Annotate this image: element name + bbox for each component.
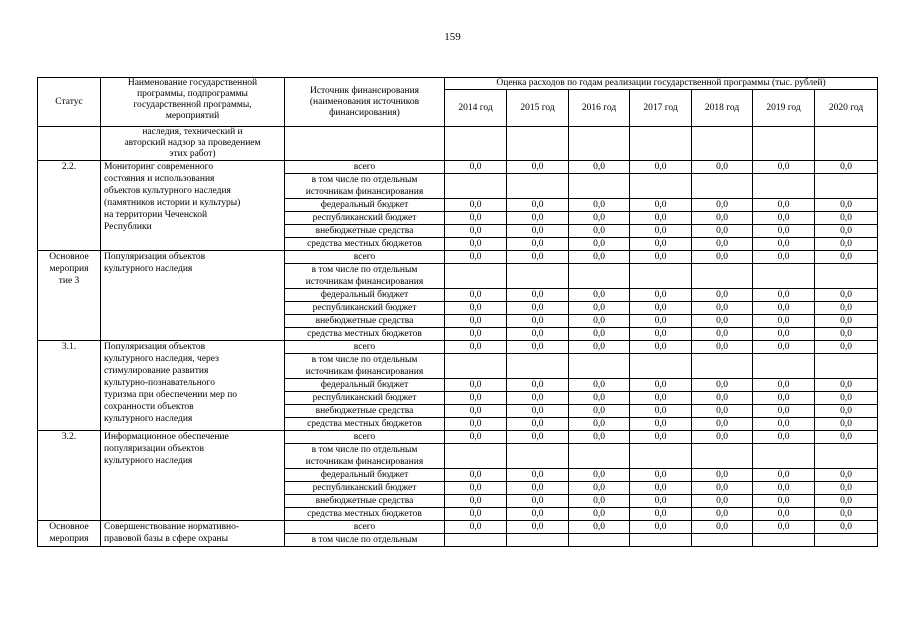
value-cell: 0,0	[630, 341, 692, 354]
status-line: мероприя	[49, 264, 89, 274]
source-cell: республиканский бюджет	[285, 302, 445, 315]
value-cell	[692, 264, 753, 289]
header-source-line: Источник финансирования	[309, 85, 420, 96]
value-cell: 0,0	[692, 508, 753, 521]
value-cell: 0,0	[445, 341, 507, 354]
header-source-line: финансирования)	[329, 107, 400, 118]
source-line: источникам финансирования	[305, 187, 424, 197]
source-line: в том числе по отдельным	[311, 445, 418, 455]
value-cell: 0,0	[630, 508, 692, 521]
source-cell: средства местных бюджетов	[285, 238, 445, 251]
value-cell: 0,0	[692, 341, 753, 354]
value-cell	[630, 354, 692, 379]
value-cell: 0,0	[630, 495, 692, 508]
value-cell: 0,0	[692, 469, 753, 482]
status-cell	[38, 251, 101, 341]
value-cell: 0,0	[630, 199, 692, 212]
value-cell: 0,0	[753, 482, 815, 495]
value-cell: 0,0	[630, 392, 692, 405]
value-cell: 0,0	[753, 405, 815, 418]
header-year: 2018 год	[692, 90, 753, 127]
value-cell: 0,0	[815, 161, 878, 174]
value-cell: 0,0	[507, 469, 569, 482]
value-cell	[753, 444, 815, 469]
value-cell: 0,0	[815, 315, 878, 328]
name-line: культурно-познавательного	[104, 378, 215, 388]
continuation-status-cell	[38, 127, 101, 161]
value-cell: 0,0	[815, 212, 878, 225]
continuation-line: этих работ)	[169, 149, 216, 159]
continuation-cell	[285, 127, 445, 161]
value-cell: 0,0	[753, 508, 815, 521]
value-cell: 0,0	[569, 521, 630, 534]
header-year: 2017 год	[630, 90, 692, 127]
value-cell: 0,0	[815, 199, 878, 212]
value-cell: 0,0	[692, 328, 753, 341]
table-row	[38, 251, 878, 264]
header-year: 2015 год	[507, 90, 569, 127]
name-line: на территории Чеченской	[104, 210, 208, 220]
value-cell: 0,0	[630, 328, 692, 341]
value-cell: 0,0	[507, 495, 569, 508]
value-cell: 0,0	[692, 161, 753, 174]
value-cell: 0,0	[815, 482, 878, 495]
value-cell: 0,0	[815, 405, 878, 418]
value-cell: 0,0	[692, 212, 753, 225]
header-name	[101, 78, 285, 127]
value-cell: 0,0	[815, 379, 878, 392]
value-cell: 0,0	[507, 161, 569, 174]
value-cell: 0,0	[815, 418, 878, 431]
value-cell	[753, 264, 815, 289]
status-line: 3.1.	[61, 342, 77, 352]
value-cell: 0,0	[507, 238, 569, 251]
name-line: стимулирование развития	[104, 366, 209, 376]
name-line: Совершенствование нормативно-	[104, 522, 240, 532]
value-cell: 0,0	[507, 418, 569, 431]
value-cell: 0,0	[569, 508, 630, 521]
value-cell: 0,0	[445, 328, 507, 341]
name-line: Популяризация объектов	[104, 342, 206, 352]
value-cell: 0,0	[815, 302, 878, 315]
source-cell: федеральный бюджет	[285, 199, 445, 212]
name-line: сохранности объектов	[104, 402, 194, 412]
value-cell: 0,0	[630, 405, 692, 418]
value-cell: 0,0	[753, 302, 815, 315]
value-cell	[507, 264, 569, 289]
table-row	[38, 161, 878, 174]
value-cell: 0,0	[630, 431, 692, 444]
value-cell: 0,0	[507, 431, 569, 444]
value-cell: 0,0	[753, 341, 815, 354]
source-cell: всего	[285, 341, 445, 354]
value-cell: 0,0	[507, 302, 569, 315]
value-cell	[507, 354, 569, 379]
value-cell: 0,0	[815, 392, 878, 405]
value-cell	[815, 264, 878, 289]
value-cell: 0,0	[692, 405, 753, 418]
value-cell: 0,0	[692, 431, 753, 444]
value-cell: 0,0	[692, 289, 753, 302]
value-cell: 0,0	[507, 521, 569, 534]
value-cell: 0,0	[569, 482, 630, 495]
name-cell	[101, 431, 285, 521]
value-cell	[630, 174, 692, 199]
value-cell	[445, 264, 507, 289]
value-cell: 0,0	[507, 392, 569, 405]
value-cell: 0,0	[753, 328, 815, 341]
header-year: 2014 год	[445, 90, 507, 127]
value-cell: 0,0	[569, 199, 630, 212]
value-cell: 0,0	[569, 418, 630, 431]
value-cell: 0,0	[445, 392, 507, 405]
value-cell	[815, 444, 878, 469]
header-name-line: программы, подпрограммы	[137, 89, 248, 99]
value-cell: 0,0	[692, 379, 753, 392]
value-cell	[569, 444, 630, 469]
value-cell: 0,0	[815, 328, 878, 341]
value-cell: 0,0	[630, 161, 692, 174]
value-cell: 0,0	[445, 225, 507, 238]
value-cell: 0,0	[445, 379, 507, 392]
value-cell: 0,0	[445, 315, 507, 328]
value-cell: 0,0	[445, 212, 507, 225]
header-name-line: Наименование государственной	[127, 78, 258, 88]
value-cell: 0,0	[507, 199, 569, 212]
status-cell	[38, 521, 101, 547]
value-cell: 0,0	[507, 379, 569, 392]
name-line: правовой базы в сфере охраны	[104, 534, 229, 544]
value-cell: 0,0	[815, 431, 878, 444]
value-cell: 0,0	[753, 212, 815, 225]
value-cell: 0,0	[753, 289, 815, 302]
value-cell: 0,0	[630, 418, 692, 431]
source-cell: средства местных бюджетов	[285, 418, 445, 431]
value-cell	[815, 534, 878, 547]
source-cell	[285, 174, 445, 199]
value-cell: 0,0	[569, 379, 630, 392]
status-line: Основное	[49, 522, 89, 532]
value-cell: 0,0	[753, 418, 815, 431]
source-line: источникам финансирования	[305, 367, 424, 377]
value-cell: 0,0	[753, 392, 815, 405]
source-line: источникам финансирования	[305, 277, 424, 287]
value-cell: 0,0	[445, 482, 507, 495]
continuation-row	[38, 127, 878, 161]
status-line: мероприя	[49, 534, 89, 544]
value-cell: 0,0	[507, 315, 569, 328]
value-cell: 0,0	[753, 161, 815, 174]
value-cell: 0,0	[753, 469, 815, 482]
source-cell: средства местных бюджетов	[285, 508, 445, 521]
source-cell: в том числе по отдельным	[285, 534, 445, 547]
source-cell	[285, 264, 445, 289]
value-cell: 0,0	[569, 328, 630, 341]
value-cell: 0,0	[445, 161, 507, 174]
name-line: Популяризация объектов	[104, 252, 206, 262]
value-cell	[507, 174, 569, 199]
value-cell: 0,0	[692, 521, 753, 534]
name-line: Информационное обеспечение	[104, 432, 229, 442]
value-cell: 0,0	[630, 212, 692, 225]
value-cell: 0,0	[630, 225, 692, 238]
value-cell	[815, 354, 878, 379]
value-cell: 0,0	[753, 379, 815, 392]
value-cell: 0,0	[815, 495, 878, 508]
source-cell: республиканский бюджет	[285, 212, 445, 225]
source-line: в том числе по отдельным	[311, 175, 418, 185]
value-cell: 0,0	[692, 482, 753, 495]
value-cell: 0,0	[569, 212, 630, 225]
value-cell: 0,0	[569, 315, 630, 328]
continuation-cell	[630, 127, 692, 161]
value-cell	[753, 174, 815, 199]
value-cell	[692, 444, 753, 469]
value-cell: 0,0	[445, 405, 507, 418]
source-line: источникам финансирования	[305, 457, 424, 467]
source-cell: республиканский бюджет	[285, 482, 445, 495]
budget-table	[37, 77, 878, 547]
continuation-cell	[692, 127, 753, 161]
value-cell: 0,0	[815, 341, 878, 354]
name-line: туризма при обеспечении мер по	[104, 390, 238, 400]
value-cell	[753, 534, 815, 547]
value-cell	[692, 354, 753, 379]
name-line: культурного наследия	[104, 414, 193, 424]
value-cell	[630, 264, 692, 289]
header-source-line: (наименования источников	[309, 96, 420, 107]
value-cell: 0,0	[569, 431, 630, 444]
value-cell: 0,0	[630, 315, 692, 328]
table-row	[38, 521, 878, 534]
name-line: объектов культурного наследия	[104, 186, 231, 196]
value-cell: 0,0	[815, 508, 878, 521]
source-cell: всего	[285, 431, 445, 444]
source-cell: федеральный бюджет	[285, 379, 445, 392]
value-cell: 0,0	[753, 251, 815, 264]
value-cell: 0,0	[445, 431, 507, 444]
value-cell	[445, 444, 507, 469]
value-cell: 0,0	[692, 238, 753, 251]
value-cell: 0,0	[815, 238, 878, 251]
source-cell: внебюджетные средства	[285, 405, 445, 418]
value-cell: 0,0	[630, 521, 692, 534]
status-cell	[38, 431, 101, 521]
continuation-line: наследия, технический и	[142, 127, 243, 137]
value-cell: 0,0	[445, 238, 507, 251]
value-cell: 0,0	[569, 251, 630, 264]
header-name-line: мероприятий	[165, 111, 220, 121]
value-cell: 0,0	[569, 495, 630, 508]
continuation-line: авторский надзор за проведением	[124, 138, 261, 148]
value-cell: 0,0	[753, 315, 815, 328]
source-cell: федеральный бюджет	[285, 469, 445, 482]
value-cell: 0,0	[815, 469, 878, 482]
table-row	[38, 431, 878, 444]
continuation-cell	[445, 127, 507, 161]
value-cell: 0,0	[445, 302, 507, 315]
name-line: культурного наследия	[104, 456, 193, 466]
source-cell: всего	[285, 521, 445, 534]
table-row	[38, 341, 878, 354]
value-cell: 0,0	[445, 418, 507, 431]
value-cell: 0,0	[507, 212, 569, 225]
name-cell	[101, 161, 285, 251]
name-cell	[101, 251, 285, 341]
value-cell: 0,0	[692, 225, 753, 238]
continuation-name-cell	[101, 127, 285, 161]
value-cell: 0,0	[753, 521, 815, 534]
value-cell: 0,0	[445, 469, 507, 482]
header-source	[285, 78, 445, 127]
value-cell: 0,0	[569, 392, 630, 405]
source-cell: внебюджетные средства	[285, 315, 445, 328]
continuation-cell	[815, 127, 878, 161]
status-line: 3.2.	[61, 432, 77, 442]
value-cell	[692, 534, 753, 547]
continuation-cell	[569, 127, 630, 161]
value-cell: 0,0	[753, 199, 815, 212]
value-cell	[569, 174, 630, 199]
value-cell	[815, 174, 878, 199]
name-line: Мониторинг современного	[104, 162, 214, 172]
value-cell: 0,0	[445, 199, 507, 212]
source-cell	[285, 444, 445, 469]
name-line: (памятников истории и культуры)	[104, 198, 241, 208]
name-cell	[101, 341, 285, 431]
status-line: тие 3	[58, 276, 80, 286]
continuation-cell	[507, 127, 569, 161]
header-year: 2019 год	[753, 90, 815, 127]
name-line: Республики	[104, 222, 152, 232]
value-cell	[569, 354, 630, 379]
value-cell: 0,0	[445, 521, 507, 534]
value-cell: 0,0	[569, 289, 630, 302]
value-cell: 0,0	[815, 521, 878, 534]
value-cell: 0,0	[630, 289, 692, 302]
value-cell: 0,0	[692, 495, 753, 508]
value-cell: 0,0	[692, 418, 753, 431]
value-cell: 0,0	[630, 482, 692, 495]
value-cell: 0,0	[815, 289, 878, 302]
value-cell	[445, 534, 507, 547]
value-cell: 0,0	[507, 405, 569, 418]
value-cell: 0,0	[507, 289, 569, 302]
header-name-line: государственной программы,	[133, 100, 252, 110]
value-cell: 0,0	[445, 289, 507, 302]
name-line: культурного наследия	[104, 264, 193, 274]
header-estimate: Оценка расходов по годам реализации государственной программы (тыс. рублей)	[445, 78, 878, 90]
status-cell	[38, 341, 101, 431]
status-line: Основное	[49, 252, 89, 262]
status-cell	[38, 161, 101, 251]
value-cell	[445, 174, 507, 199]
value-cell: 0,0	[753, 495, 815, 508]
value-cell: 0,0	[753, 238, 815, 251]
value-cell: 0,0	[692, 315, 753, 328]
header-year: 2020 год	[815, 90, 878, 127]
source-cell: внебюджетные средства	[285, 225, 445, 238]
value-cell	[630, 444, 692, 469]
value-cell: 0,0	[692, 392, 753, 405]
value-cell: 0,0	[445, 251, 507, 264]
value-cell: 0,0	[569, 469, 630, 482]
status-line: 2.2.	[61, 162, 77, 172]
value-cell: 0,0	[507, 482, 569, 495]
value-cell: 0,0	[815, 251, 878, 264]
value-cell: 0,0	[507, 508, 569, 521]
source-line: в том числе по отдельным	[311, 355, 418, 365]
value-cell: 0,0	[630, 469, 692, 482]
value-cell: 0,0	[753, 431, 815, 444]
source-cell: средства местных бюджетов	[285, 328, 445, 341]
value-cell: 0,0	[569, 302, 630, 315]
value-cell	[630, 534, 692, 547]
value-cell: 0,0	[569, 238, 630, 251]
value-cell	[569, 534, 630, 547]
value-cell: 0,0	[507, 225, 569, 238]
value-cell: 0,0	[507, 251, 569, 264]
name-line: культурного наследия, через	[104, 354, 219, 364]
value-cell: 0,0	[569, 225, 630, 238]
value-cell	[445, 354, 507, 379]
source-cell: всего	[285, 161, 445, 174]
value-cell: 0,0	[630, 238, 692, 251]
name-line: популяризации объектов	[104, 444, 205, 454]
value-cell	[569, 264, 630, 289]
value-cell: 0,0	[692, 199, 753, 212]
value-cell: 0,0	[630, 379, 692, 392]
source-cell: республиканский бюджет	[285, 392, 445, 405]
value-cell: 0,0	[815, 225, 878, 238]
value-cell: 0,0	[753, 225, 815, 238]
value-cell: 0,0	[507, 328, 569, 341]
name-line: состояния и использования	[104, 174, 215, 184]
page-number: 159	[444, 31, 461, 43]
value-cell: 0,0	[569, 161, 630, 174]
value-cell: 0,0	[569, 405, 630, 418]
value-cell: 0,0	[692, 302, 753, 315]
value-cell: 0,0	[445, 508, 507, 521]
source-cell: всего	[285, 251, 445, 264]
source-line: в том числе по отдельным	[311, 265, 418, 275]
name-cell	[101, 521, 285, 547]
value-cell: 0,0	[507, 341, 569, 354]
header-year: 2016 год	[569, 90, 630, 127]
continuation-cell	[753, 127, 815, 161]
value-cell	[507, 444, 569, 469]
source-cell	[285, 354, 445, 379]
value-cell	[692, 174, 753, 199]
value-cell	[753, 354, 815, 379]
value-cell: 0,0	[692, 251, 753, 264]
value-cell: 0,0	[630, 302, 692, 315]
value-cell	[507, 534, 569, 547]
source-cell: федеральный бюджет	[285, 289, 445, 302]
header-status: Статус	[38, 78, 101, 127]
value-cell: 0,0	[569, 341, 630, 354]
value-cell: 0,0	[630, 251, 692, 264]
source-cell: внебюджетные средства	[285, 495, 445, 508]
value-cell: 0,0	[445, 495, 507, 508]
